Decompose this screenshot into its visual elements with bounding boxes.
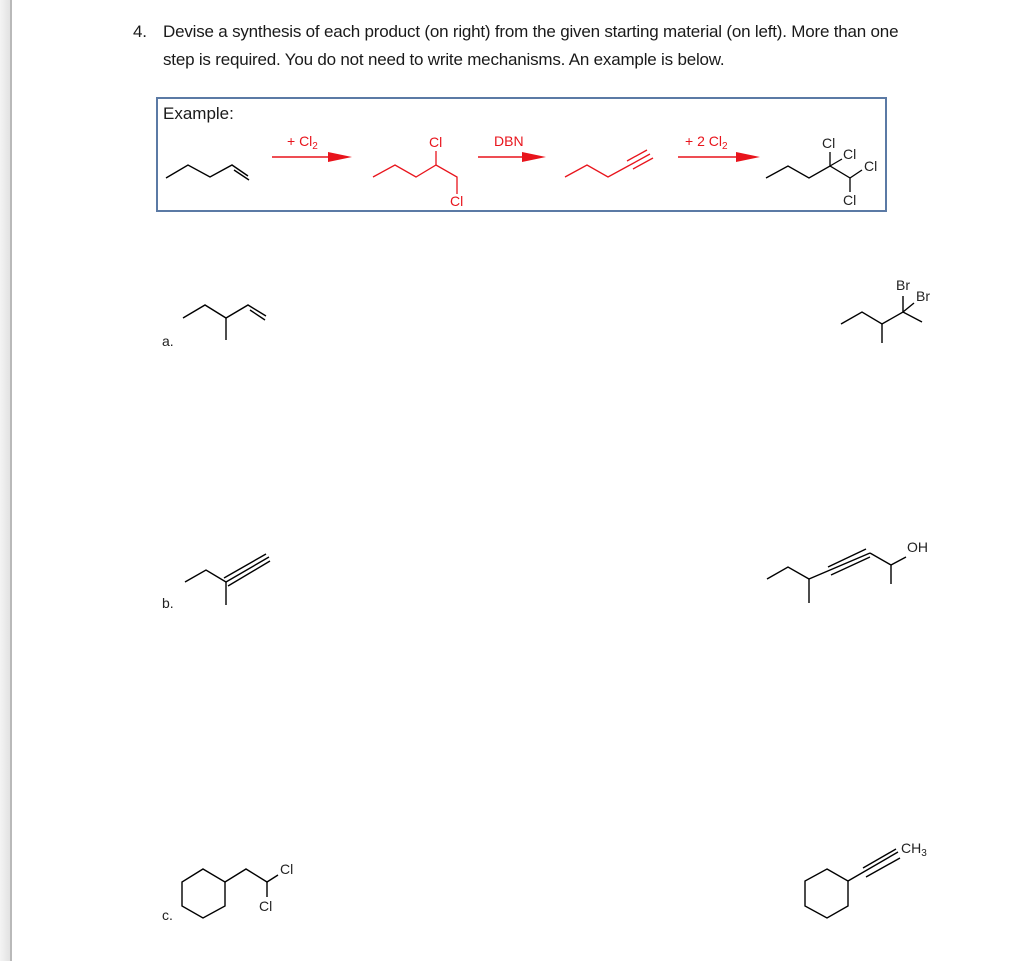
example-start-molecule <box>166 165 249 180</box>
atom-label-cl: Cl <box>450 193 464 209</box>
arrow-icon <box>678 152 760 162</box>
example-label: Example: <box>163 104 234 123</box>
problem-b-product-molecule <box>767 549 906 603</box>
atom-label-ch3 <box>901 840 927 859</box>
reagent-text: + 2 Cl <box>685 133 722 149</box>
atom-label-cl: Cl <box>259 898 273 914</box>
reagent-subscript: 2 <box>312 141 318 152</box>
part-label-c: c. <box>162 907 173 923</box>
reagent-label-3 <box>685 133 728 152</box>
reagent-label-2 <box>494 133 524 149</box>
problem-c-product-molecule <box>805 849 900 918</box>
atom-label-cl: Cl <box>280 861 294 877</box>
atom-label-br: Br <box>916 288 930 304</box>
atom-label-cl: Cl <box>843 192 857 208</box>
example-intermediate-2 <box>565 150 653 177</box>
reagent-text: DBN <box>494 133 524 149</box>
problem-a-start-molecule <box>183 305 266 340</box>
question-text: Devise a synthesis of each product (on right) from the given starting material (on left). More than one step is required. You do not need to write mechanisms. An example is below. <box>163 22 899 69</box>
reagent-text: + Cl <box>287 133 313 149</box>
atom-label-cl: Cl <box>843 146 857 162</box>
part-label-a: a. <box>162 333 174 349</box>
atom-label-cl: Cl <box>864 158 878 174</box>
reagent-subscript: 2 <box>721 141 728 152</box>
atom-subscript: 3 <box>921 848 927 859</box>
question-number: 4. <box>133 22 147 41</box>
atom-label-oh: OH <box>907 539 928 555</box>
atom-label-cl: Cl <box>429 134 443 150</box>
example-intermediate-1 <box>373 151 457 194</box>
arrow-icon <box>478 152 546 162</box>
atom-label-cl: Cl <box>822 135 836 151</box>
part-label-b: b. <box>162 595 174 611</box>
atom-text: CH <box>901 840 922 856</box>
arrow-icon <box>272 152 352 162</box>
reagent-label-1 <box>287 133 318 152</box>
atom-label-br: Br <box>896 277 910 293</box>
problem-b-start-molecule <box>185 554 270 605</box>
problem-a-product-molecule <box>841 296 922 343</box>
